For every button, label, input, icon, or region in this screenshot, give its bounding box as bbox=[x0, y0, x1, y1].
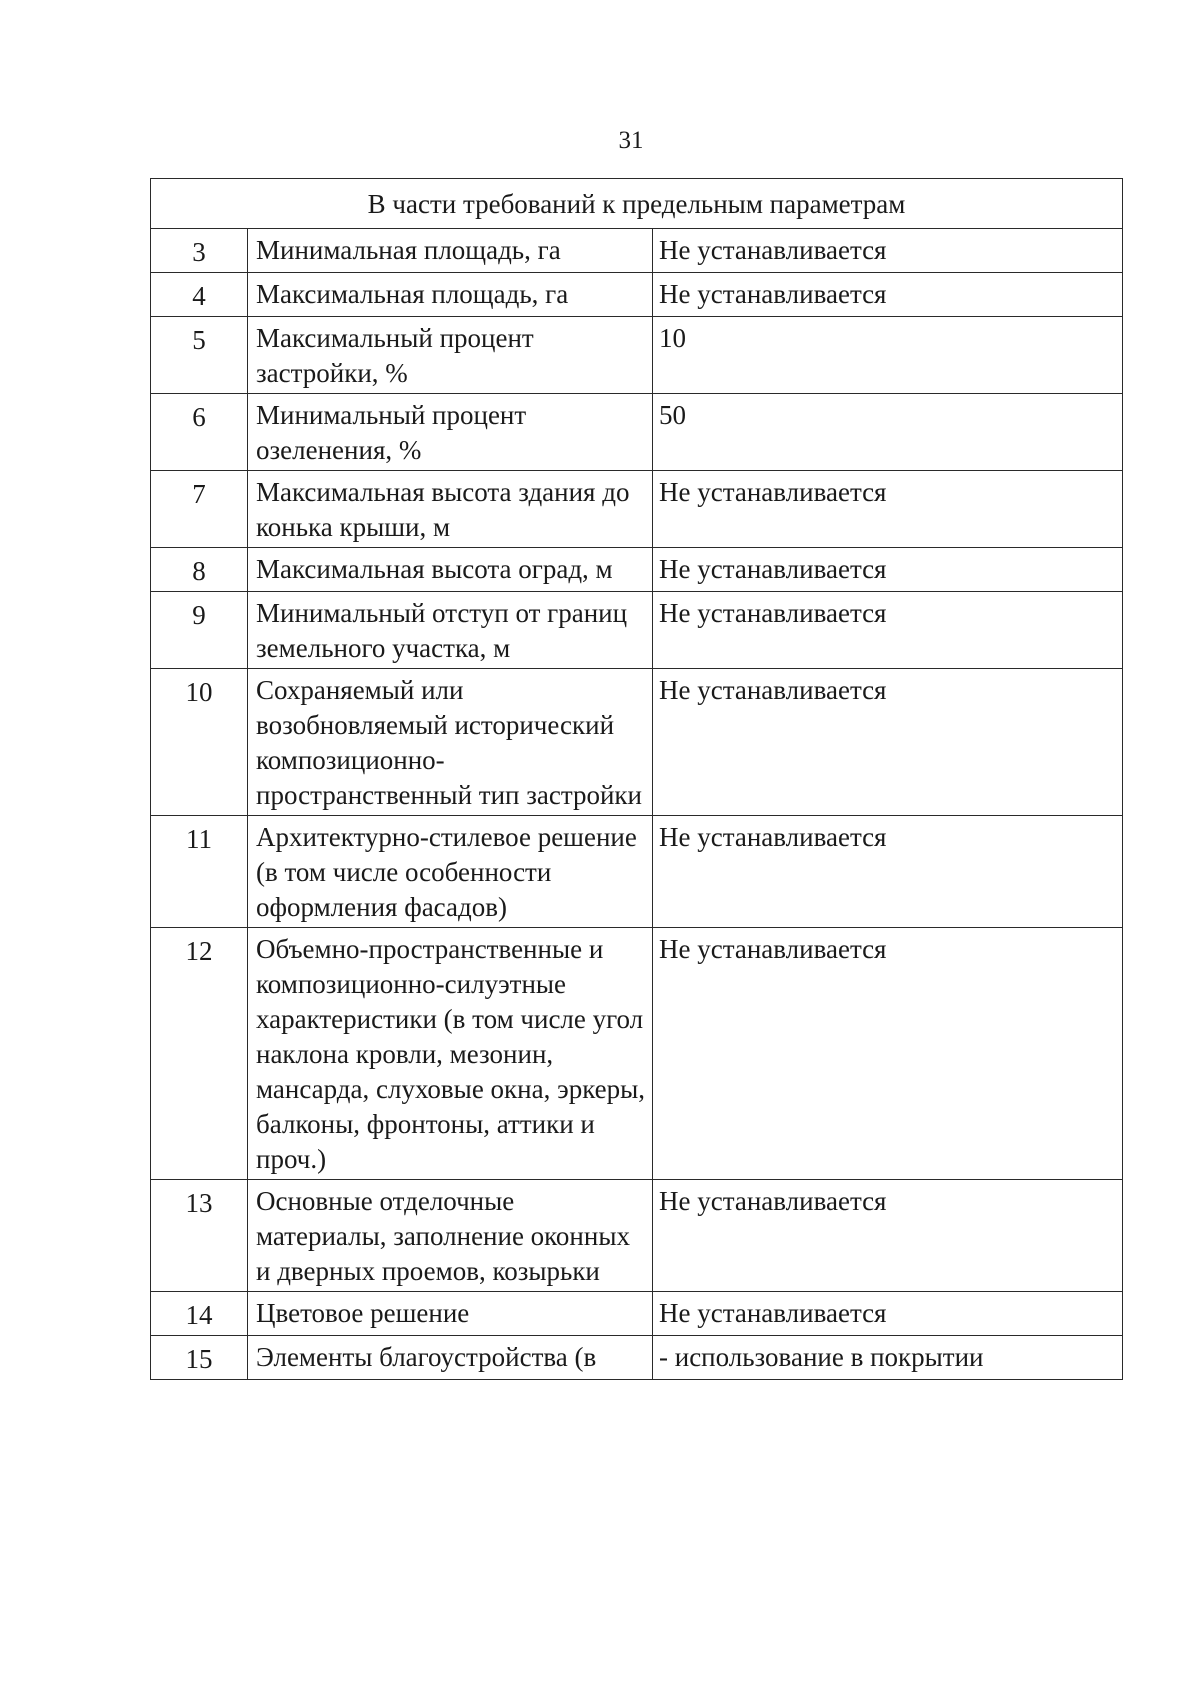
row-number: 9 bbox=[151, 592, 248, 669]
parameter-name: Максимальный процент застройки, % bbox=[248, 317, 653, 394]
table-row bbox=[151, 928, 1123, 1180]
parameter-name: Архитектурно-стилевое решение (в том числе особенности оформления фасадов) bbox=[248, 816, 653, 928]
parameter-name: Объемно-пространственные и композиционно-силуэтные характеристики (в том числе угол наклона кровли, мезонин, мансарда, слуховые окна, эркеры, балконы, фронтоны, аттики и проч.) bbox=[248, 928, 653, 1180]
table-section-header-row bbox=[151, 179, 1123, 229]
parameter-value: Не устанавливается bbox=[653, 471, 1123, 548]
table-row bbox=[151, 394, 1123, 471]
parameter-value: Не устанавливается bbox=[653, 669, 1123, 816]
table-row bbox=[151, 548, 1123, 592]
parameter-name: Максимальная высота оград, м bbox=[248, 548, 653, 592]
parameter-name: Максимальная высота здания до конька крыши, м bbox=[248, 471, 653, 548]
table-row bbox=[151, 229, 1123, 273]
parameter-value: 10 bbox=[653, 317, 1123, 394]
parameter-value: Не устанавливается bbox=[653, 592, 1123, 669]
row-number: 4 bbox=[151, 273, 248, 317]
parameter-value: Не устанавливается bbox=[653, 816, 1123, 928]
table-row bbox=[151, 592, 1123, 669]
parameter-name: Минимальный отступ от границ земельного участка, м bbox=[248, 592, 653, 669]
parameter-value: Не устанавливается bbox=[653, 548, 1123, 592]
row-number: 6 bbox=[151, 394, 248, 471]
parameter-name: Основные отделочные материалы, заполнение оконных и дверных проемов, козырьки bbox=[248, 1180, 653, 1292]
parameter-value: Не устанавливается bbox=[653, 1180, 1123, 1292]
parameter-value: 50 bbox=[653, 394, 1123, 471]
parameter-name: Сохраняемый или возобновляемый исторический композиционно-пространственный тип застройки bbox=[248, 669, 653, 816]
table-row bbox=[151, 317, 1123, 394]
parameter-value: Не устанавливается bbox=[653, 229, 1123, 273]
parameter-value: Не устанавливается bbox=[653, 273, 1123, 317]
row-number: 14 bbox=[151, 1292, 248, 1336]
parameter-name: Элементы благоустройства (в bbox=[248, 1336, 653, 1380]
row-number: 12 bbox=[151, 928, 248, 1180]
parameter-name: Цветовое решение bbox=[248, 1292, 653, 1336]
row-number: 10 bbox=[151, 669, 248, 816]
parameter-value: Не устанавливается bbox=[653, 1292, 1123, 1336]
row-number: 15 bbox=[151, 1336, 248, 1380]
parameter-name: Минимальная площадь, га bbox=[248, 229, 653, 273]
table-row bbox=[151, 816, 1123, 928]
table-row bbox=[151, 1292, 1123, 1336]
row-number: 8 bbox=[151, 548, 248, 592]
parameter-name: Максимальная площадь, га bbox=[248, 273, 653, 317]
page-number: 31 bbox=[618, 127, 644, 154]
row-number: 5 bbox=[151, 317, 248, 394]
table-row bbox=[151, 669, 1123, 816]
parameter-name: Минимальный процент озеленения, % bbox=[248, 394, 653, 471]
table-row bbox=[151, 471, 1123, 548]
table-row bbox=[151, 1180, 1123, 1292]
row-number: 7 bbox=[151, 471, 248, 548]
row-number: 13 bbox=[151, 1180, 248, 1292]
parameter-value: Не устанавливается bbox=[653, 928, 1123, 1180]
table-row bbox=[151, 273, 1123, 317]
parameter-value: - использование в покрытии bbox=[653, 1336, 1123, 1380]
row-number: 3 bbox=[151, 229, 248, 273]
row-number: 11 bbox=[151, 816, 248, 928]
section-header: В части требований к предельным параметрам bbox=[151, 179, 1123, 229]
table-row bbox=[151, 1336, 1123, 1380]
parameters-table bbox=[150, 178, 1123, 1380]
